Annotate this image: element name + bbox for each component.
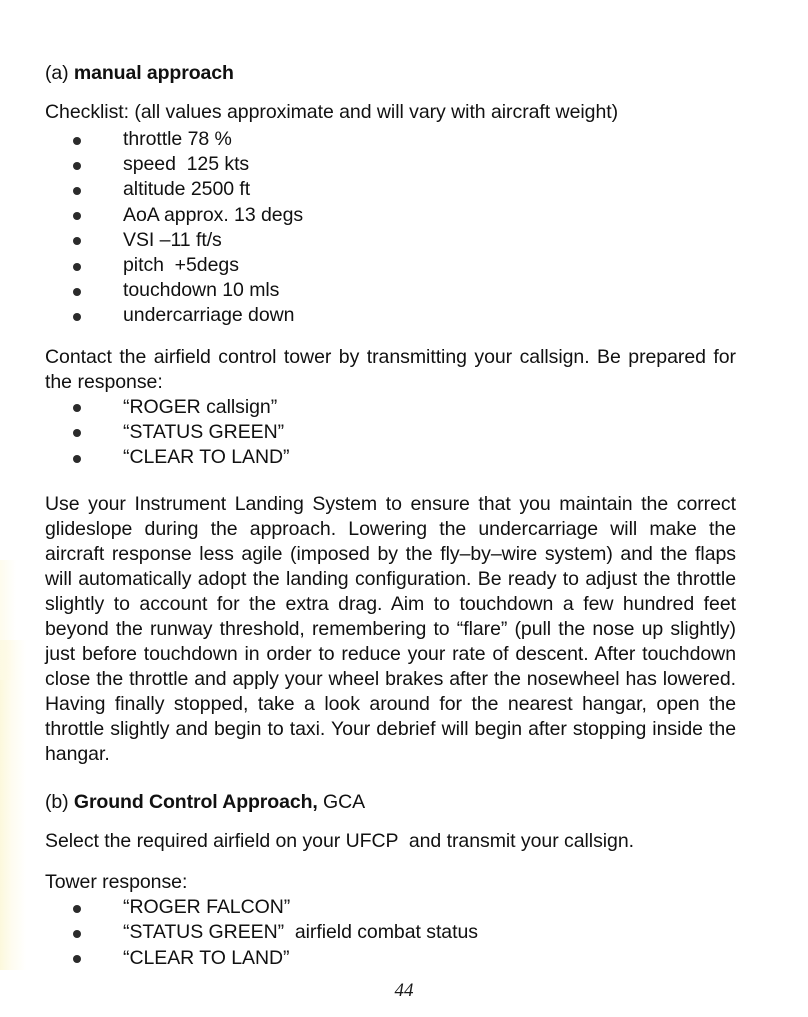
checklist-item-touchdown: touchdown 10 mls	[123, 279, 280, 302]
checklist-item-aoa: AoA approx. 13 degs	[123, 203, 304, 226]
list-item	[45, 895, 736, 920]
spacer	[45, 329, 736, 345]
page-content	[45, 60, 742, 971]
response-clear-to-land: “CLEAR TO LAND”	[123, 446, 290, 469]
checklist-intro: Checklist: (all values approximate and will vary with aircraft weight)	[45, 101, 619, 123]
list-item	[45, 420, 736, 445]
checklist-item-throttle: throttle 78 %	[123, 128, 232, 150]
bullet-icon	[73, 429, 81, 437]
spacer	[45, 854, 736, 870]
bullet-icon	[73, 404, 81, 412]
bullet-icon	[73, 313, 81, 321]
response-status-green-b: “STATUS GREEN” airfield combat status	[123, 921, 478, 944]
response-status-green: “STATUS GREEN”	[123, 420, 285, 443]
list-item	[45, 127, 736, 152]
bullet-icon	[73, 905, 81, 913]
bullet-icon	[73, 955, 81, 963]
approach-checklist	[45, 127, 736, 329]
list-item	[45, 395, 736, 420]
section-b-heading	[45, 789, 736, 815]
checklist-item-pitch: pitch +5degs	[123, 254, 239, 277]
response-clear-to-land-b: “CLEAR TO LAND”	[123, 946, 290, 969]
section-b-label: (b)	[45, 791, 69, 814]
list-item	[45, 946, 736, 971]
checklist-item-vsi: VSI –11 ft/s	[123, 228, 222, 251]
list-item	[45, 920, 736, 945]
list-item	[45, 152, 736, 177]
spacer	[45, 767, 736, 789]
bullet-icon	[73, 455, 81, 463]
checklist-item-speed: speed 125 kts	[123, 153, 250, 176]
list-item	[45, 177, 736, 202]
tower-response-label: Tower response:	[45, 871, 188, 894]
list-item	[45, 203, 736, 228]
list-item	[45, 253, 736, 278]
bullet-icon	[73, 263, 81, 271]
contact-tower-paragraph: Contact the airfield control tower by transmitting your callsign. Be prepared for the response:	[45, 345, 742, 393]
section-a-title: manual approach	[73, 62, 234, 84]
section-b-title: Ground Control Approach,	[73, 791, 318, 814]
bullet-icon	[73, 162, 81, 170]
checklist-item-undercarriage: undercarriage down	[123, 304, 295, 327]
select-airfield-paragraph: Select the required airfield on your UFCP and transmit your callsign.	[45, 830, 635, 853]
tower-response-list-a	[45, 395, 736, 471]
bullet-icon	[73, 237, 81, 245]
section-b-abbreviation: GCA	[317, 791, 366, 814]
bullet-icon	[73, 137, 81, 145]
bullet-icon	[73, 288, 81, 296]
spacer	[45, 470, 736, 492]
bullet-icon	[73, 212, 81, 220]
section-a-label: (a)	[45, 62, 69, 84]
list-item	[45, 303, 736, 328]
list-item	[45, 278, 736, 303]
approach-body-paragraph: Use your Instrument Landing System to ensure that you maintain the correct glideslope during the approach. Lowering the undercarriage will make the aircraft response less agile (imposed by the fly–by–wire system) and the flaps will automatically adopt the landing configuration. Be ready to adjust the throttle slightly to account for the extra drag. Aim to touchdown a few hundred feet beyond the runway threshold, remembering to “flare” (pull the nose up slightly) just before touchdown in order to reduce your rate of descent. After touchdown close the throttle and apply your wheel brakes after the nosewheel has lowered. Having finally stopped, take a look around for the nearest hangar, open the throttle slightly and begin to taxi. Your debrief will begin after stopping inside the hangar.	[45, 493, 742, 766]
checklist-item-altitude: altitude 2500 ft	[123, 178, 251, 201]
response-roger-callsign: “ROGER callsign”	[123, 395, 278, 418]
section-a-heading	[45, 60, 736, 86]
bullet-icon	[73, 187, 81, 195]
page-number: 44	[394, 980, 414, 1001]
list-item	[45, 445, 736, 470]
list-item	[45, 228, 736, 253]
bullet-icon	[73, 930, 81, 938]
tower-response-list-b	[45, 895, 736, 971]
response-roger-falcon: “ROGER FALCON”	[123, 896, 291, 919]
